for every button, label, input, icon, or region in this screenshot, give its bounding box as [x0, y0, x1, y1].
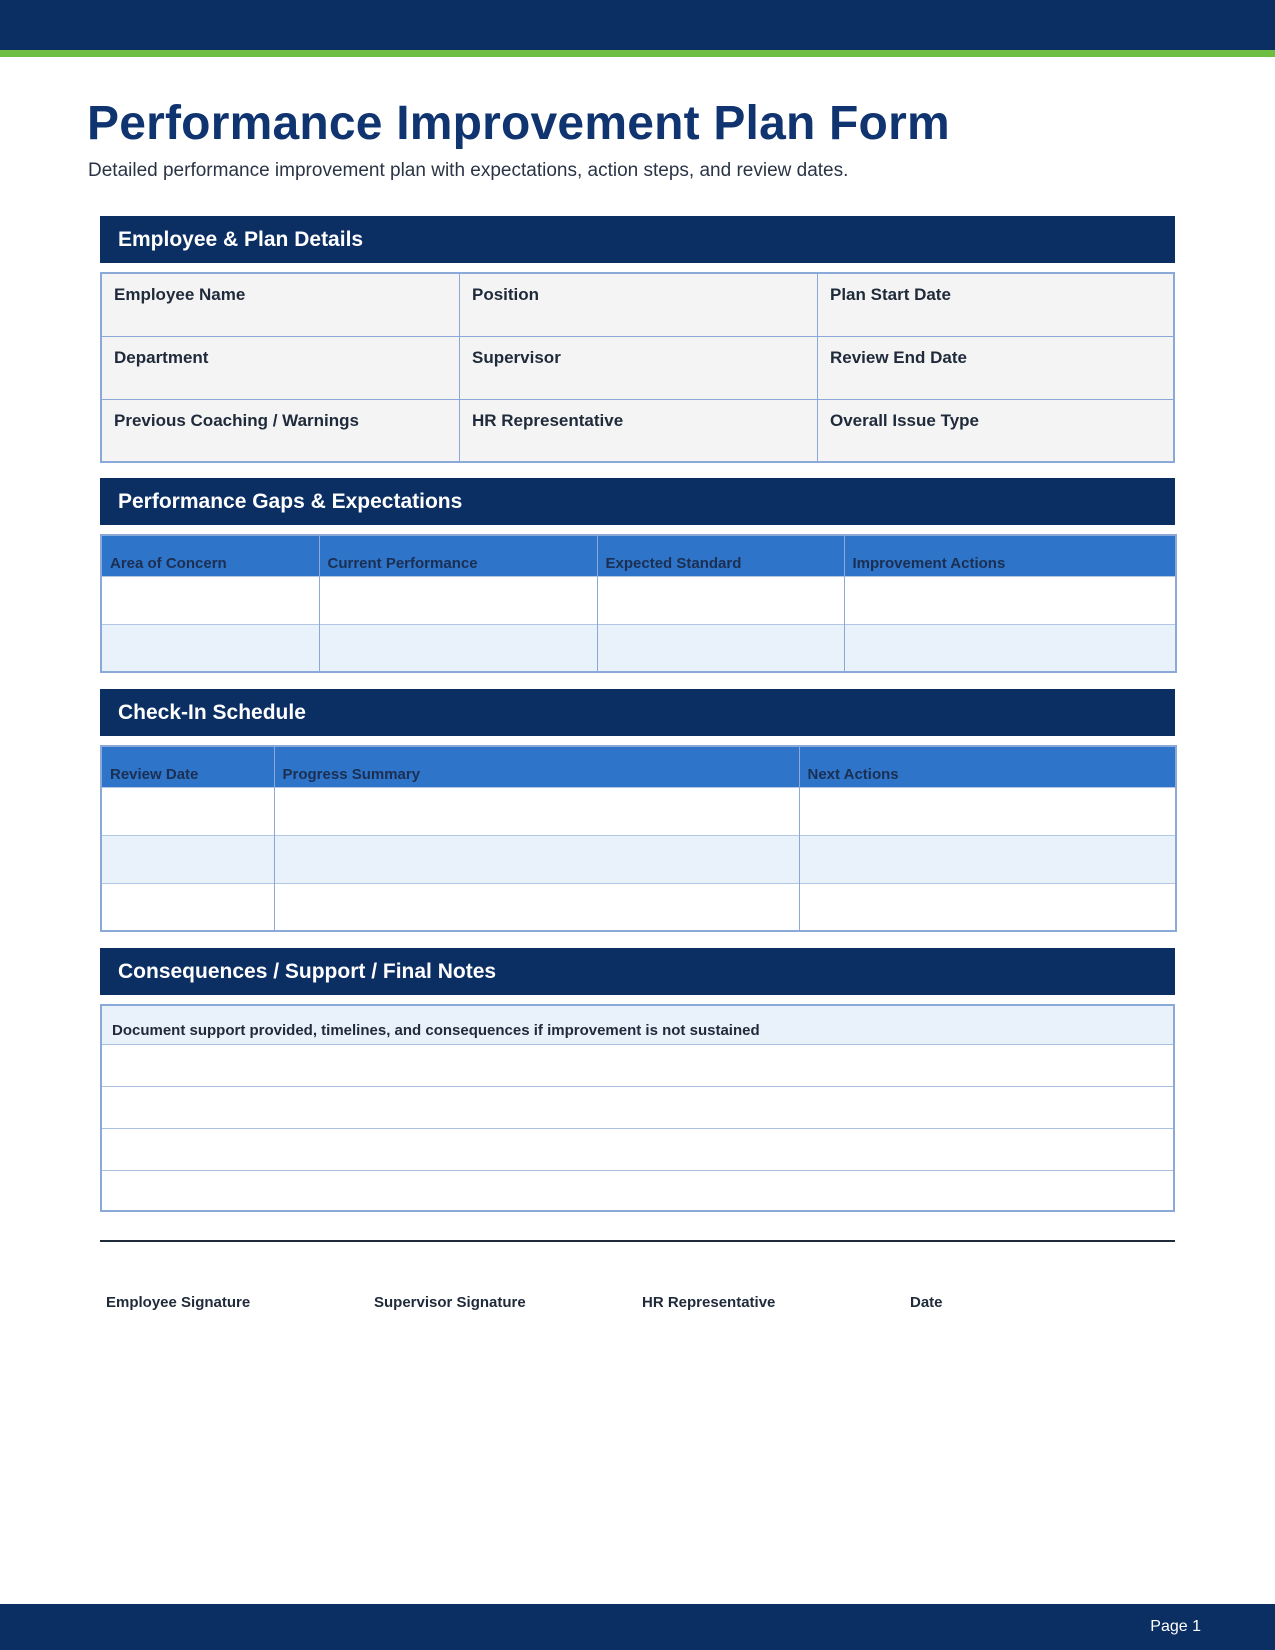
table-header-row	[101, 535, 1176, 576]
column-header: Improvement Actions	[844, 535, 1176, 576]
notes-prompt: Document support provided, timelines, and consequences if improvement is not sustained	[102, 1006, 1173, 1045]
field-review-end-date[interactable]: Review End Date	[818, 337, 1173, 400]
performance-gaps-table	[100, 534, 1177, 673]
check-in-table	[100, 745, 1177, 932]
table-cell[interactable]	[101, 576, 319, 624]
table-cell[interactable]	[101, 835, 274, 883]
column-header: Review Date	[101, 746, 274, 787]
table-cell[interactable]	[319, 624, 597, 672]
field-supervisor[interactable]: Supervisor	[460, 337, 818, 400]
notes-line[interactable]	[102, 1129, 1173, 1171]
footer-band	[0, 1604, 1275, 1650]
page-subtitle: Detailed performance improvement plan with expectations, action steps, and review dates.	[88, 160, 849, 181]
top-header-band	[0, 0, 1275, 50]
field-previous-coaching[interactable]: Previous Coaching / Warnings	[102, 400, 460, 461]
notes-line[interactable]	[102, 1171, 1173, 1213]
employee-details-grid	[100, 272, 1175, 463]
table-row	[101, 883, 1176, 931]
section-header-final-notes: Consequences / Support / Final Notes	[100, 948, 1175, 995]
table-cell[interactable]	[101, 787, 274, 835]
table-cell[interactable]	[319, 576, 597, 624]
top-accent-stripe	[0, 50, 1275, 57]
table-row	[101, 624, 1176, 672]
page-title: Performance Improvement Plan Form	[87, 97, 950, 150]
table-cell[interactable]	[274, 883, 799, 931]
section-header-check-in-schedule: Check-In Schedule	[100, 689, 1175, 736]
column-header: Current Performance	[319, 535, 597, 576]
hr-representative-signature-label: HR Representative	[642, 1294, 776, 1311]
field-overall-issue-type[interactable]: Overall Issue Type	[830, 411, 979, 430]
table-cell[interactable]	[274, 835, 799, 883]
section-header-employee-details: Employee & Plan Details	[100, 216, 1175, 263]
table-row	[101, 787, 1176, 835]
field-department[interactable]: Department	[102, 337, 460, 400]
table-cell[interactable]	[799, 883, 1176, 931]
table-cell[interactable]	[597, 576, 844, 624]
date-signature-label: Date	[910, 1294, 943, 1311]
notes-line[interactable]	[102, 1087, 1173, 1129]
signature-rule	[100, 1240, 1175, 1242]
final-notes-box	[100, 1004, 1175, 1212]
field-hr-representative[interactable]: HR Representative	[460, 400, 818, 461]
supervisor-signature-label: Supervisor Signature	[374, 1294, 526, 1311]
page-number: Page 1	[1150, 1618, 1201, 1635]
employee-signature-label: Employee Signature	[106, 1294, 251, 1311]
table-cell[interactable]	[799, 835, 1176, 883]
table-row	[101, 576, 1176, 624]
table-cell[interactable]	[799, 787, 1176, 835]
table-row	[101, 835, 1176, 883]
table-cell[interactable]	[274, 787, 799, 835]
section-header-performance-gaps: Performance Gaps & Expectations	[100, 478, 1175, 525]
field-position[interactable]: Position	[460, 274, 818, 337]
table-header-row	[101, 746, 1176, 787]
notes-line[interactable]	[102, 1045, 1173, 1087]
column-header: Progress Summary	[274, 746, 799, 787]
field-plan-start-date[interactable]: Plan Start Date	[818, 274, 1173, 337]
table-cell[interactable]	[597, 624, 844, 672]
table-cell[interactable]	[844, 576, 1176, 624]
table-cell[interactable]	[844, 624, 1176, 672]
table-cell[interactable]	[101, 624, 319, 672]
table-cell[interactable]	[101, 883, 274, 931]
column-header: Area of Concern	[101, 535, 319, 576]
field-employee-name[interactable]: Employee Name	[102, 274, 460, 337]
column-header: Next Actions	[799, 746, 1176, 787]
column-header: Expected Standard	[597, 535, 844, 576]
